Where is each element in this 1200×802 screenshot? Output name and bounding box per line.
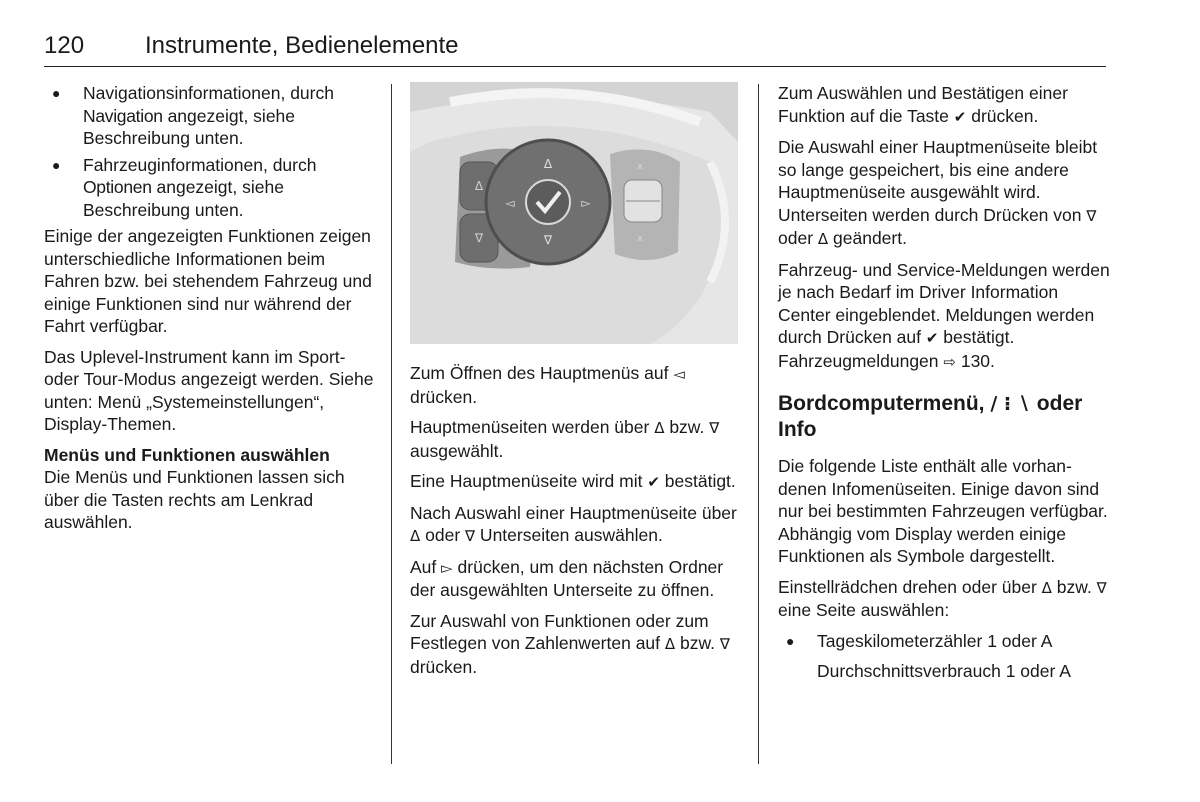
down-triangle-icon: ∇ (719, 635, 730, 653)
paragraph: Fahrzeug- und Service-Meldungen werden je nach Bedarf im Driver Information Center eingeblendet. Meldungen werden durch Drücken auf ✔ bestätigt. Fahrzeugmeldungen ⇨ 130. (778, 259, 1110, 371)
page-header (44, 32, 1106, 67)
down-triangle-icon: ∇ (543, 233, 553, 247)
down-triangle-icon: ∇ (465, 527, 476, 545)
column-divider (758, 84, 759, 764)
column-middle (410, 82, 742, 686)
left-triangle-icon: ◅ (505, 196, 515, 210)
check-icon: ✔ (953, 107, 967, 126)
list-item: ● Navigationsinformationen, durch Navigation angezeigt, siehe Beschreibung unten. (44, 82, 374, 150)
up-triangle-icon: Δ (1041, 578, 1052, 597)
left-triangle-icon: ◅ (673, 365, 685, 383)
paragraph: Die Menüs und Funktionen lassen sich über die Tasten rechts am Lenkrad auswählen. (44, 467, 345, 532)
down-triangle-icon: ∇ (1096, 578, 1107, 597)
steering-wheel-controls-illustration (410, 82, 738, 344)
column-right (778, 82, 1110, 693)
check-icon: ✔ (925, 329, 939, 347)
down-triangle-icon: ∇ (474, 231, 484, 245)
paragraph: Zur Auswahl von Funktionen oder zum Festlegen von Zahlenwerten auf Δ bzw. ∇ drücken. (410, 610, 730, 677)
svg-text:⩡: ⩡ (637, 162, 643, 173)
down-triangle-icon: ∇ (709, 419, 720, 437)
page-reference-link[interactable]: 130. (955, 350, 995, 371)
up-triangle-icon: Δ (543, 157, 553, 171)
info-menu-icon: ∕ ⁝ ∖ (990, 393, 1031, 415)
down-triangle-icon: ∇ (1086, 206, 1097, 225)
paragraph: Zum Auswählen und Bestätigen einer Funktion auf die Taste ✔ drücken. (778, 83, 1068, 126)
section-heading: Bordcomputermenü, ∕ ⁝ ∖ oder Info (778, 392, 1083, 441)
right-triangle-icon: ▻ (581, 196, 591, 210)
paragraph: Die Auswahl einer Hauptmenüseite bleibt so lange gespeichert, bis eine andere Hauptmenüseite ausgewählt wird. Unterseiten werden durch Drücken von ∇ oder Δ geändert. (778, 137, 1098, 248)
paragraph: Die folgende Liste enthält alle vorhandenen Infomenüseiten. Einige davon sind nur bei bestimmten Fahrzeugen verfügbar. Abhängig vom Display werden einige Funktionen als Symbole dargestellt. (778, 456, 1108, 566)
svg-text:⩡: ⩡ (637, 234, 643, 245)
paragraph: Auf ▻ drücken, um den nächsten Ordner der ausgewählten Unterseite zu öffnen. (410, 556, 724, 600)
right-triangle-icon: ▻ (441, 558, 453, 577)
chapter-title: Instrumente, Bedienelemente (145, 32, 459, 59)
paragraph: Einstellrädchen drehen oder über Δ bzw. ∇ eine Seite auswählen: (778, 576, 1107, 620)
ui-label: Navigation (83, 105, 163, 126)
column-divider (391, 84, 392, 764)
column-left (44, 82, 374, 542)
bullet-list (44, 82, 374, 221)
up-triangle-icon: Δ (410, 527, 421, 545)
up-triangle-icon: Δ (664, 635, 676, 653)
steering-wheel-svg (410, 82, 738, 344)
page-number: 120 (44, 32, 85, 59)
paragraph: Zum Öffnen des Hauptmenüs auf ◅ drücken. (410, 363, 685, 407)
check-icon: ✔ (647, 473, 660, 491)
paragraph: Eine Hauptmenüseite wird mit ✔ bestätigt. (410, 471, 736, 491)
up-triangle-icon: Δ (474, 179, 484, 193)
subheading: Menüs und Funktionen auswählen (44, 444, 330, 465)
up-triangle-icon: Δ (817, 230, 829, 248)
paragraph: Nach Auswahl einer Hauptmenüseite über Δ oder ∇ Unterseiten auswählen. (410, 502, 737, 545)
ui-label: Optionen (83, 177, 152, 197)
bullet-list (778, 630, 1110, 683)
list-item: ● Tageskilometerzähler 1 oder A Durchschnittsverbrauch 1 oder A (778, 630, 1110, 683)
paragraph: Das Uplevel-Instrument kann im Sport- oder Tour-Modus angezeigt werden. Siehe unten: Menü „Systemeinstellungen“, Display-Themen. (44, 346, 374, 434)
list-item: ● Fahrzeuginformationen, durch Optionen angezeigt, siehe Beschreibung unten. (44, 154, 374, 222)
paragraph: Einige der angezeigten Funktionen zeigen unterschiedliche Informationen beim Fahren bzw. bei stehendem Fahrzeug und einige Funktionen sind nur während der Fahrt verfügbar. (44, 226, 372, 336)
paragraph: Hauptmenüseiten werden über Δ bzw. ∇ ausgewählt. (410, 417, 720, 461)
up-triangle-icon: Δ (654, 419, 665, 437)
page-reference-arrow-icon: ⇨ (943, 352, 956, 371)
